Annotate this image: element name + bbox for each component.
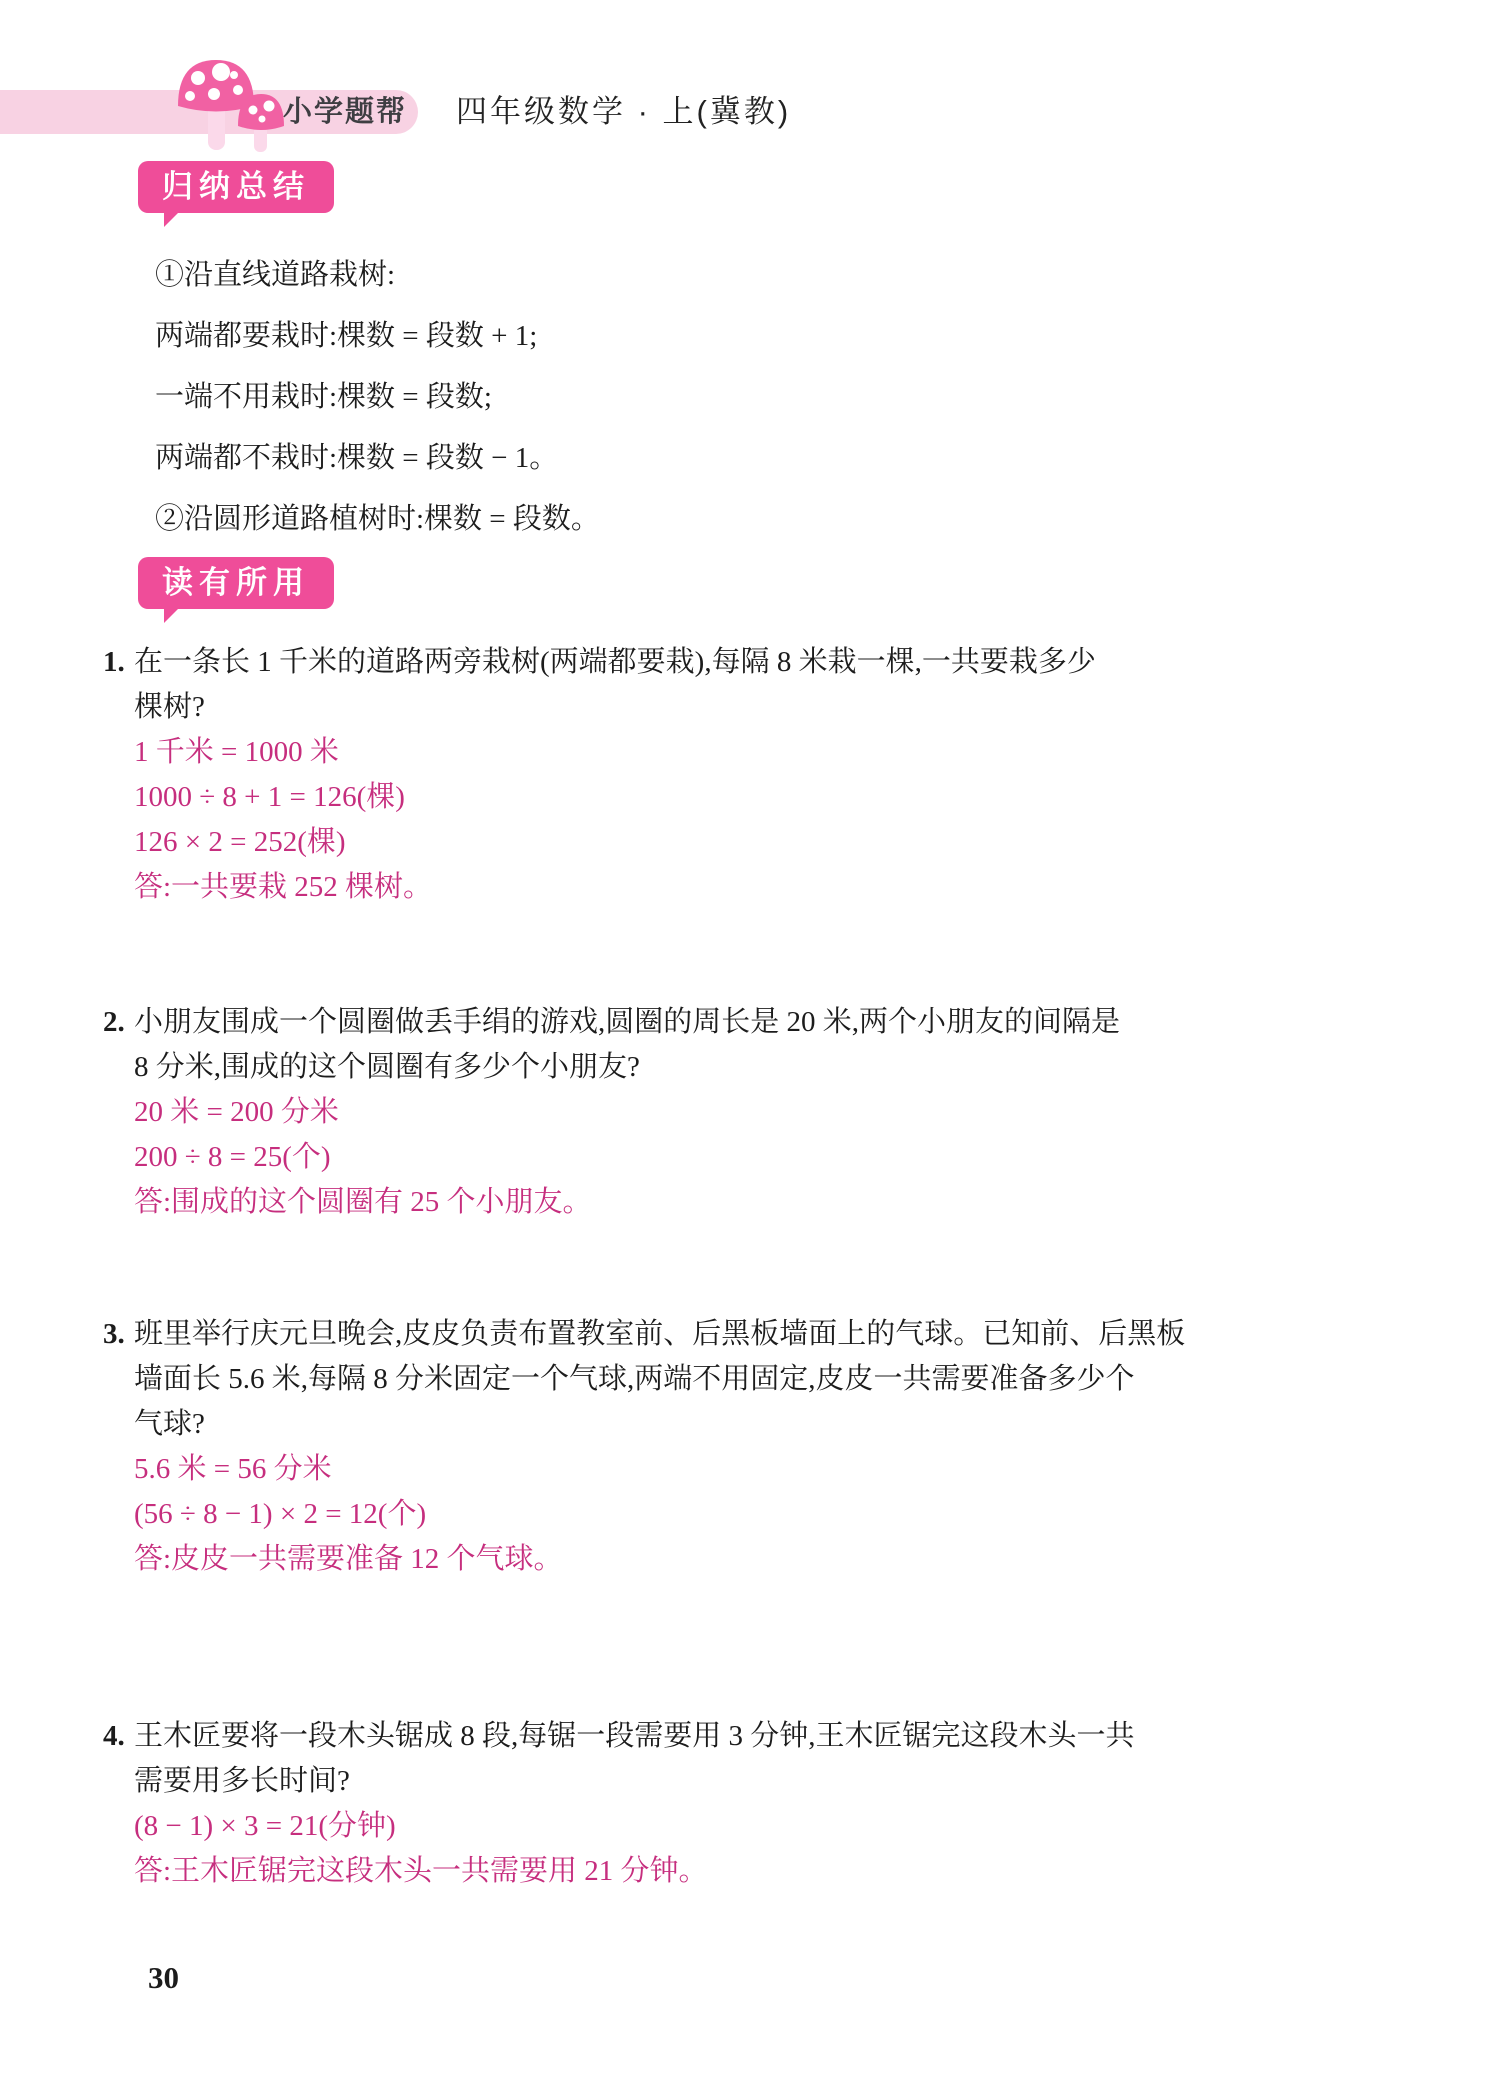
problem-2 bbox=[103, 1000, 1433, 1225]
summary-line: 两端都不栽时:棵数 = 段数 − 1。 bbox=[155, 442, 559, 474]
question-line: 需要用多长时间? bbox=[134, 1765, 350, 1797]
question-line: 墙面长 5.6 米,每隔 8 分米固定一个气球,两端不用固定,皮皮一共需要准备多少个 bbox=[134, 1363, 1135, 1395]
question-line: 班里举行庆元旦晚会,皮皮负责布置教室前、后黑板墙面上的气球。已知前、后黑板 bbox=[134, 1318, 1186, 1350]
answer-line: 答:一共要栽 252 棵树。 bbox=[134, 871, 433, 903]
question-line: 小朋友围成一个圆圈做丢手绢的游戏,圆圈的周长是 20 米,两个小朋友的间隔是 bbox=[134, 1006, 1121, 1038]
mushrooms-icon bbox=[158, 44, 290, 156]
summary-line: ②沿圆形道路植树时:棵数 = 段数。 bbox=[155, 503, 600, 535]
book-title: 四年级数学 · 上(冀教) bbox=[456, 94, 792, 129]
summary-line: 两端都要栽时:棵数 = 段数 + 1; bbox=[155, 320, 538, 352]
question-line: 王木匠要将一段木头锯成 8 段,每锯一段需要用 3 分钟,王木匠锯完这段木头一共 bbox=[134, 1720, 1135, 1752]
summary-block bbox=[155, 245, 600, 550]
problem-3 bbox=[103, 1312, 1433, 1582]
problem-number: 3. bbox=[103, 1318, 125, 1350]
problem-number: 1. bbox=[103, 646, 125, 678]
problem-number: 2. bbox=[103, 1006, 125, 1038]
question-line: 棵树? bbox=[134, 691, 205, 723]
question-line: 气球? bbox=[134, 1408, 205, 1440]
answer-line: 200 ÷ 8 = 25(个) bbox=[134, 1141, 331, 1173]
answer-line: 答:皮皮一共需要准备 12 个气球。 bbox=[134, 1543, 563, 1575]
problem-4 bbox=[103, 1714, 1433, 1894]
page-number: 30 bbox=[148, 1960, 179, 1995]
answer-line: 1000 ÷ 8 + 1 = 126(棵) bbox=[134, 781, 405, 813]
answer-line: 126 × 2 = 252(棵) bbox=[134, 826, 346, 858]
answer-line: 20 米 = 200 分米 bbox=[134, 1096, 339, 1128]
answer-line: 答:围成的这个圆圈有 25 个小朋友。 bbox=[134, 1186, 592, 1218]
problem-1 bbox=[103, 640, 1433, 910]
summary-badge: 归纳总结 bbox=[138, 161, 334, 213]
summary-line: 一端不用栽时:棵数 = 段数; bbox=[155, 381, 492, 413]
problem-number: 4. bbox=[103, 1720, 125, 1752]
answer-line: (56 ÷ 8 − 1) × 2 = 12(个) bbox=[134, 1498, 427, 1530]
answer-line: 1 千米 = 1000 米 bbox=[134, 736, 339, 768]
answer-line: (8 − 1) × 3 = 21(分钟) bbox=[134, 1810, 396, 1842]
question-line: 在一条长 1 千米的道路两旁栽树(两端都要栽),每隔 8 米栽一棵,一共要栽多少 bbox=[134, 646, 1096, 678]
question-line: 8 分米,围成的这个圆圈有多少个小朋友? bbox=[134, 1051, 640, 1083]
reading-badge: 读有所用 bbox=[138, 557, 334, 609]
brand-name: 小学题帮 bbox=[283, 96, 408, 128]
answer-line: 5.6 米 = 56 分米 bbox=[134, 1453, 332, 1485]
answer-line: 答:王木匠锯完这段木头一共需要用 21 分钟。 bbox=[134, 1855, 708, 1887]
summary-line: ①沿直线道路栽树: bbox=[155, 259, 396, 291]
